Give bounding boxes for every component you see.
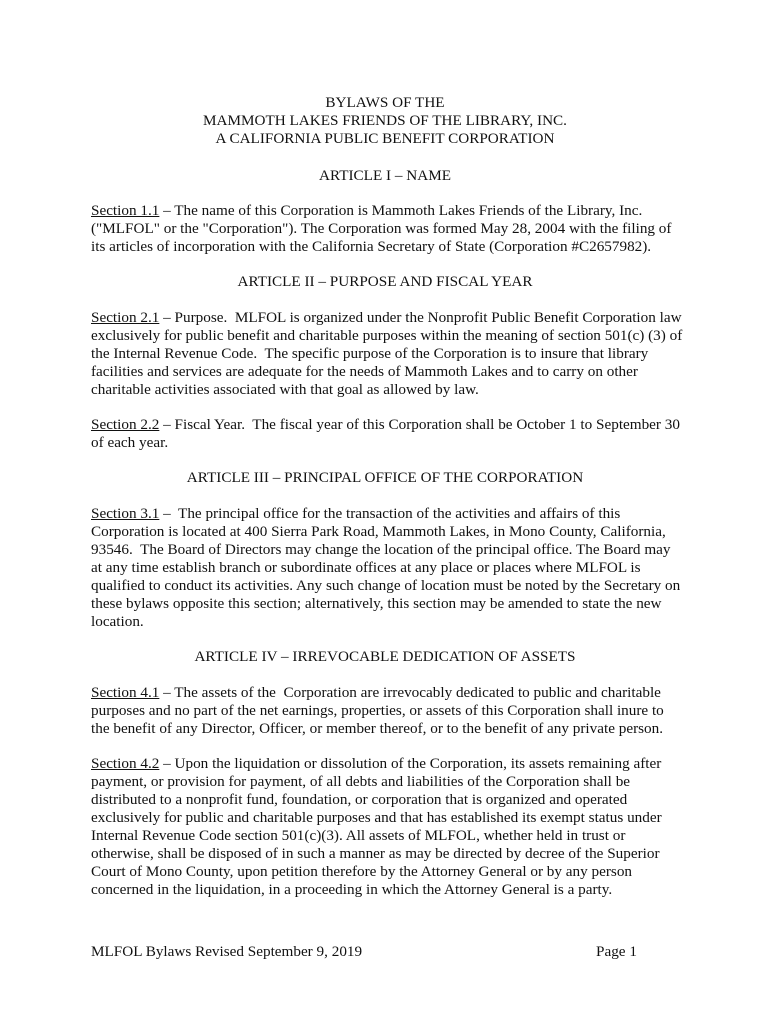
- title-line-3: A CALIFORNIA PUBLIC BENEFIT CORPORATION: [215, 130, 555, 147]
- article-heading: ARTICLE IV – IRREVOCABLE DEDICATION OF ASSETS: [194, 648, 576, 665]
- paragraph-line: Corporation is located at 400 Sierra Park Road, Mammoth Lakes, in Mono County, California,: [91, 523, 666, 540]
- article-heading: ARTICLE III – PRINCIPAL OFFICE OF THE CORPORATION: [186, 469, 584, 486]
- section-paragraph: [91, 755, 691, 899]
- paragraph-line: charitable activities associated with that goal as allowed by law.: [91, 381, 479, 398]
- section-reference: Section 4.1: [91, 684, 160, 701]
- paragraph-line: exclusively for public benefit and charitable purposes within the meaning of section 501(c) (3) of: [91, 327, 683, 344]
- paragraph-line: – The principal office for the transaction of the activities and affairs of this: [159, 505, 621, 522]
- footer-page-number: Page 1: [596, 943, 637, 960]
- section-reference: Section 3.1: [91, 505, 160, 522]
- paragraph-line: facilities and services are adequate for the needs of Mammoth Lakes and to carry on other: [91, 363, 638, 380]
- section-paragraph: [91, 684, 691, 738]
- section-reference: Section 4.2: [91, 755, 160, 772]
- paragraph-line: of each year.: [91, 434, 169, 451]
- paragraph-line: – The assets of the Corporation are irrevocably dedicated to public and charitable: [159, 684, 661, 701]
- document-title: [0, 94, 770, 148]
- footer-revision-note: MLFOL Bylaws Revised September 9, 2019: [91, 943, 363, 960]
- paragraph-line: ("MLFOL" or the "Corporation"). The Corporation was formed May 28, 2004 with the filing of: [91, 220, 672, 237]
- paragraph-line: 93546. The Board of Directors may change the location of the principal office. The Board may: [91, 541, 671, 558]
- section-paragraph: [91, 505, 691, 631]
- article-heading: ARTICLE I – NAME: [319, 167, 451, 184]
- paragraph-line: exclusively for public and charitable purposes and that has established its exempt status under: [91, 809, 662, 826]
- title-line-2: MAMMOTH LAKES FRIENDS OF THE LIBRARY, INC.: [203, 112, 567, 129]
- paragraph-line: – Purpose. MLFOL is organized under the Nonprofit Public Benefit Corporation law: [159, 309, 682, 326]
- article-heading: ARTICLE II – PURPOSE AND FISCAL YEAR: [237, 273, 533, 290]
- section-paragraph: [91, 202, 691, 256]
- paragraph-line: its articles of incorporation with the California Secretary of State (Corporation #C2657982).: [91, 238, 652, 255]
- paragraph-line: concerned in the liquidation, in a proceeding in which the Attorney General is a party.: [91, 881, 613, 898]
- paragraph-line: purposes and no part of the net earnings, properties, or assets of this Corporation shall inure to: [91, 702, 664, 719]
- paragraph-line: payment, or provision for payment, of all debts and liabilities of the Corporation shall be: [91, 773, 631, 790]
- paragraph-line: – Fiscal Year. The fiscal year of this Corporation shall be October 1 to September 30: [159, 416, 680, 433]
- paragraph-line: – Upon the liquidation or dissolution of the Corporation, its assets remaining after: [159, 755, 662, 772]
- title-line-1: BYLAWS OF THE: [325, 94, 445, 111]
- paragraph-line: the Internal Revenue Code. The specific purpose of the Corporation is to insure that library: [91, 345, 649, 362]
- paragraph-line: at any time establish branch or subordinate offices at any place or places where MLFOL is: [91, 559, 641, 576]
- paragraph-line: distributed to a nonprofit fund, foundation, or corporation that is organized and operated: [91, 791, 628, 808]
- paragraph-line: – The name of this Corporation is Mammoth Lakes Friends of the Library, Inc.: [159, 202, 643, 219]
- section-reference: Section 2.2: [91, 416, 160, 433]
- paragraph-line: Internal Revenue Code section 501(c)(3). All assets of MLFOL, whether held in trust or: [91, 827, 626, 844]
- paragraph-line: qualified to conduct its activities. Any such change of location must be noted by the Secretary on: [91, 577, 681, 594]
- section-paragraph: [91, 309, 691, 399]
- section-reference: Section 1.1: [91, 202, 160, 219]
- paragraph-line: otherwise, shall be disposed of in such a manner as may be directed by decree of the Superior: [91, 845, 660, 862]
- section-paragraph: [91, 416, 691, 452]
- paragraph-line: Court of Mono County, upon petition therefore by the Attorney General or by any person: [91, 863, 633, 880]
- paragraph-line: the benefit of any Director, Officer, or member thereof, or to the benefit of any private person.: [91, 720, 664, 737]
- paragraph-line: location.: [91, 613, 144, 630]
- paragraph-line: these bylaws opposite this section; alternatively, this section may be amended to state the new: [91, 595, 662, 612]
- section-reference: Section 2.1: [91, 309, 160, 326]
